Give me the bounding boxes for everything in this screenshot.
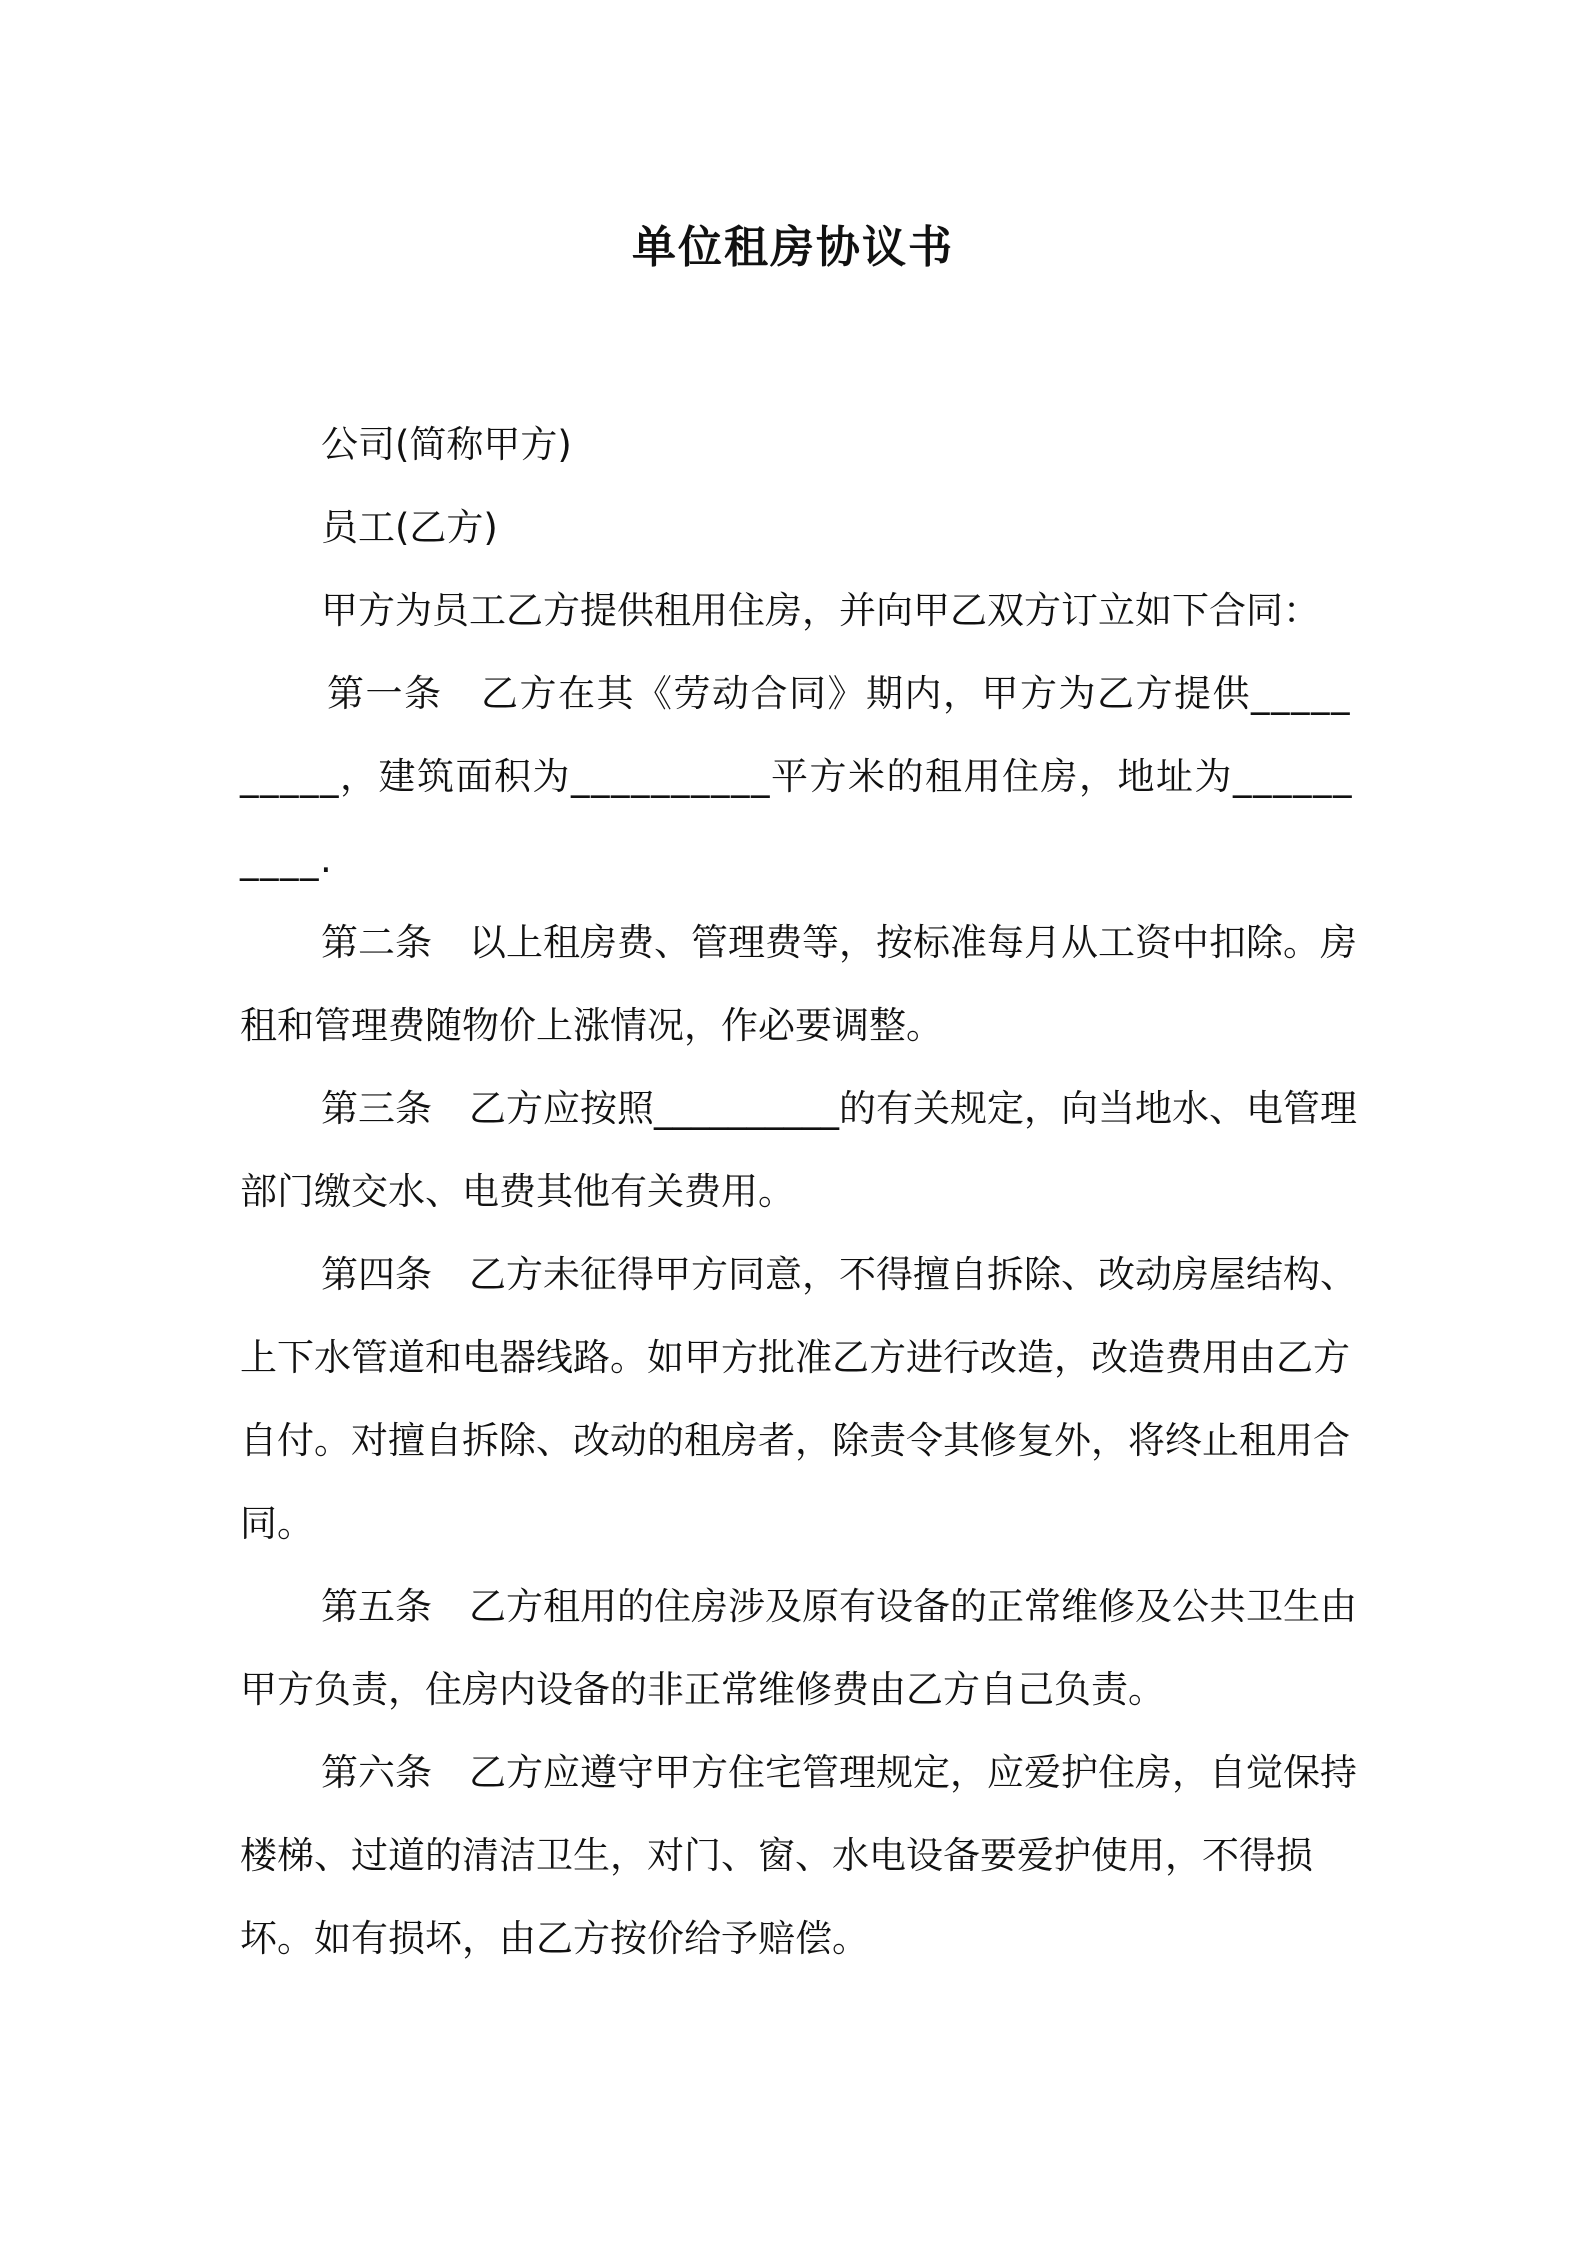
party-b-line: 员工(乙方) bbox=[321, 506, 498, 549]
article-4-paragraph: 第四条 乙方未征得甲方同意，不得擅自拆除、改动房屋结构、上下水管道和电器线路。如甲方批准乙方进行改造，改造费用由乙方自付。对擅自拆除、改动的租房者，除责令其修复外，将终止租用合同。 bbox=[240, 1253, 1357, 1545]
document-body bbox=[240, 403, 1360, 1980]
party-a-line: 公司(简称甲方) bbox=[321, 423, 572, 466]
article-1-paragraph: 第一条 乙方在其《劳动合同》期内，甲方为乙方提供__________，建筑面积为__________平方米的租用住房，地址为__________. bbox=[240, 672, 1353, 881]
preamble-paragraph: 甲方为员工乙方提供租用住房，并向甲乙双方订立如下合同： bbox=[321, 589, 1320, 632]
article-3-paragraph: 第三条 乙方应按照__________的有关规定，向当地水、电管理部门缴交水、电费其他有关费用。 bbox=[240, 1087, 1357, 1213]
article-2-paragraph: 第二条 以上租房费、管理费等，按标准每月从工资中扣除。房租和管理费随物价上涨情况，作必要调整。 bbox=[240, 921, 1357, 1047]
article-6-paragraph: 第六条 乙方应遵守甲方住宅管理规定，应爱护住房，自觉保持楼梯、过道的清洁卫生，对门、窗、水电设备要爱护使用，不得损坏。如有损坏，由乙方按价给予赔偿。 bbox=[240, 1751, 1357, 1960]
article-5-paragraph: 第五条 乙方租用的住房涉及原有设备的正常维修及公共卫生由甲方负责，住房内设备的非正常维修费由乙方自己负责。 bbox=[240, 1585, 1357, 1711]
document-title: 单位租房协议书 bbox=[632, 222, 954, 273]
